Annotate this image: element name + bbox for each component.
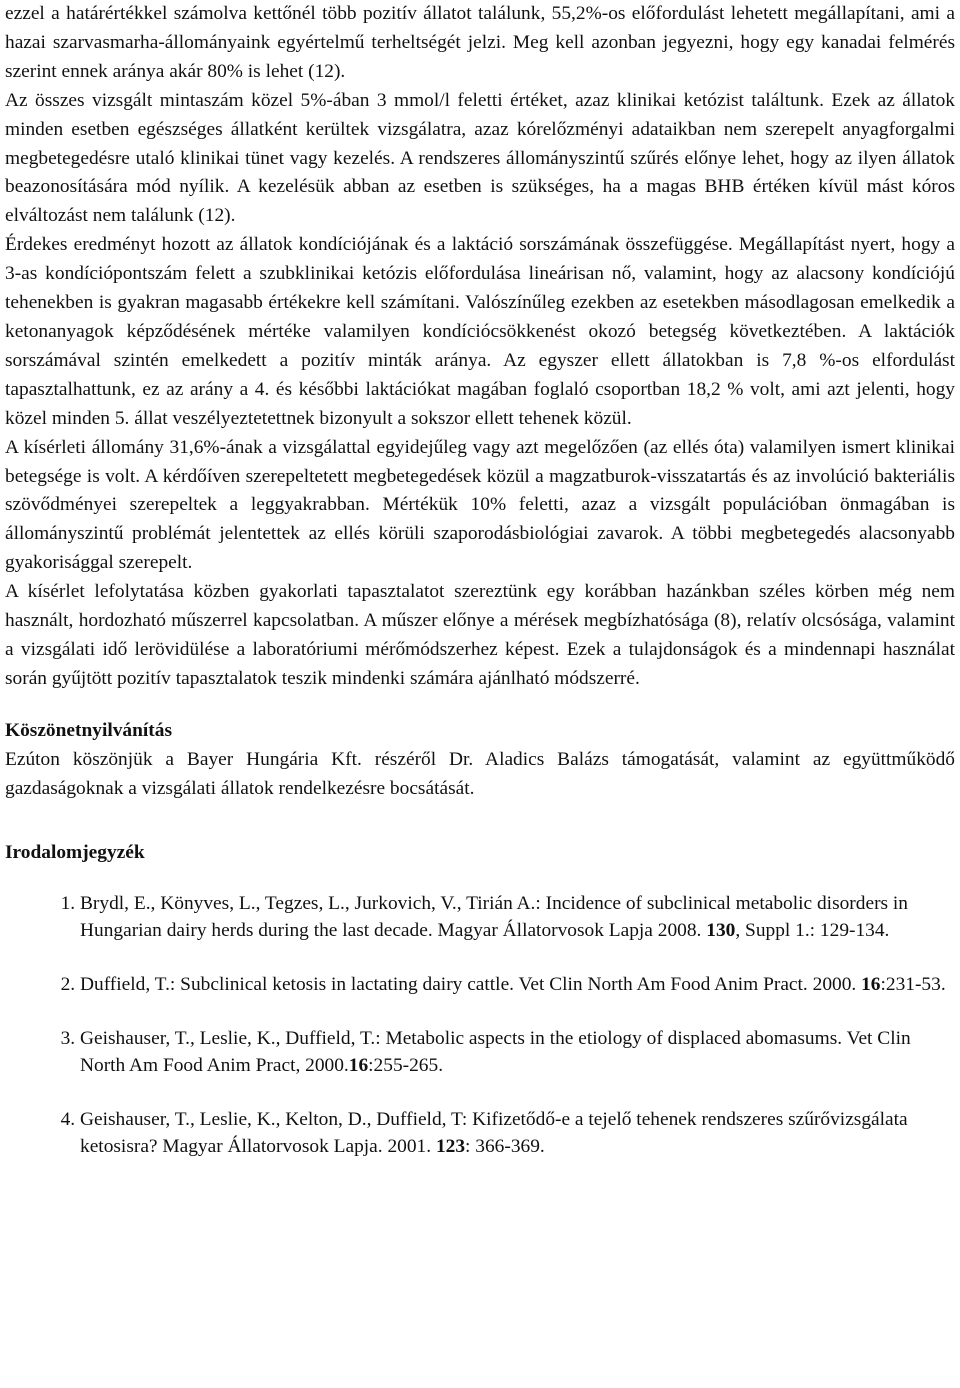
reference-text: Geishauser, T., Leslie, K., Duffield, T.: Metabolic aspects in the etiology of displaced abomasums. Vet Clin North Am Food Anim Pract, 2000. <box>80 1028 911 1077</box>
reference-volume: 123 <box>435 1136 466 1158</box>
acknowledgement-text: Ezúton köszönjük a Bayer Hungária Kft. részéről Dr. Aladics Balázs támogatását, valamint az együttműködő gazdaságoknak a vizsgálati állatok rendelkezésre bocsátását. <box>5 748 955 799</box>
reference-list <box>5 890 955 1160</box>
paragraph-clinical-ketosis: Az összes vizsgált mintaszám közel 5%-ában 3 mmol/l feletti értéket, azaz klinikai ketózist találtunk. Ezek az állatok minden esetben egészséges állatként kerültek vizsgálatra, azaz kórelőzményi adataikban nem szerepelt anyagforgalmi megbetegedésre utaló klinikai tünet vagy kezelés. A rendszeres állományszintű szűrés előnye lehet, hogy az ilyen állatok beazonosítására mód nyílik. A kezelésük abban az esetben is szükséges, ha a magas BHB értéken kívül mást kóros elváltozást nem találunk (12). <box>5 89 955 227</box>
paragraph-prevalence: ezzel a határértékkel számolva kettőnél több pozitív állatot találunk, 55,2%-os előfordulást lehetett megállapítani, ami a hazai szarvasmarha-állományaink egyértelmű terheltségét jelzi. Meg kell azonban jegyezni, hogy egy kanadai felmérés szerint ennek aránya akár 80% is lehet (12). <box>5 3 955 82</box>
acknowledgement-section <box>5 717 955 804</box>
reference-item <box>80 890 955 944</box>
reference-volume: 16 <box>348 1055 369 1077</box>
acknowledgement-heading: Köszönetnyilvánítás <box>5 719 172 741</box>
reference-text: Duffield, T.: Subclinical ketosis in lactating dairy cattle. Vet Clin North Am Food Anim Pract. 2000. <box>80 974 862 996</box>
reference-pages: :231-53. <box>880 974 946 996</box>
reference-pages: :255-265. <box>368 1055 444 1077</box>
paragraph-condition-lactation: Érdekes eredményt hozott az állatok kondíciójának és a laktáció sorszámának összefüggése. Megállapítást nyert, hogy a 3-as kondíciópontszám felett a szubklinikai ketózis előfordulása lineárisan nő, valamint, hogy az alacsony kondíciójú tehenekben is gyakran magasabb értékekre kell számítani. Valószínűleg ezekben az esetekben másodlagosan emelkedik a ketonanyagok képződésének mértéke valamilyen kondíciócsökkenést okozó betegség következtében. A laktációk sorszámával szintén emelkedett a pozitív minták aránya. Az egyszer ellett állatokban is 7,8 %-os elfordulást tapasztalhattunk, ez az arány a 4. és későbbi laktációkat magában foglaló csoportban 18,2 % volt, ami azt jelenti, hogy közel minden 5. állat veszélyeztetettnek bizonyult a sokszor ellett tehenek közül. <box>5 234 955 429</box>
document-page <box>5 0 955 1187</box>
references-heading: Irodalomjegyzék <box>5 842 145 864</box>
references-section <box>5 839 955 1160</box>
reference-volume: 130 <box>706 920 736 942</box>
reference-text: Geishauser, T., Leslie, K., Kelton, D., Duffield, T: Kifizetődő-e a tejelő tehenek rendszeres szűrővizsgálata ketosisra? Magyar Állatorvosok Lapja. 2001. <box>80 1109 908 1158</box>
reference-item <box>80 1106 955 1160</box>
paragraph-clinical-diseases: A kísérleti állomány 31,6%-ának a vizsgálattal egyidejűleg vagy azt megelőzően (az ellés óta) valamilyen ismert klinikai betegsége is volt. A kérdőíven szerepeltetett megbetegedések közül a magzatburok-visszatartás és az involúció bakteriális szövődményei szerepeltek a leggyakrabban. Mértékük 10% feletti, azaz a vizsgált populációban önmagában is állományszintű problémát jelentettek az ellés körüli szaporodásbiológiai zavarok. A többi megbetegedés alacsonyabb gyakorisággal szerepelt. <box>5 436 955 574</box>
reference-pages: , Suppl 1.: 129-134. <box>735 920 890 942</box>
reference-item <box>80 971 955 998</box>
reference-text: Brydl, E., Könyves, L., Tegzes, L., Jurkovich, V., Tirián A.: Incidence of subclinical metabolic disorders in Hungarian dairy herds during the last decade. Magyar Állatorvosok Lapja 2008. <box>80 893 908 942</box>
discussion-body <box>5 0 955 694</box>
reference-item <box>80 1025 955 1079</box>
reference-volume: 16 <box>861 974 881 996</box>
paragraph-portable-device: A kísérlet lefolytatása közben gyakorlati tapasztalatot szereztünk egy korábban hazánkban széles körben még nem használt, hordozható műszerrel kapcsolatban. A műszer előnye a mérések megbízhatósága (8), relatív olcsósága, valamint a vizsgálati idő lerövidülése a laboratóriumi mérőmódszerhez képest. Ezek a tulajdonságok és a mindennapi használat során gyűjtött pozitív tapasztalatok teszik mindenki számára ajánlható módszerré. <box>5 581 955 689</box>
reference-pages: : 366-369. <box>465 1136 545 1158</box>
